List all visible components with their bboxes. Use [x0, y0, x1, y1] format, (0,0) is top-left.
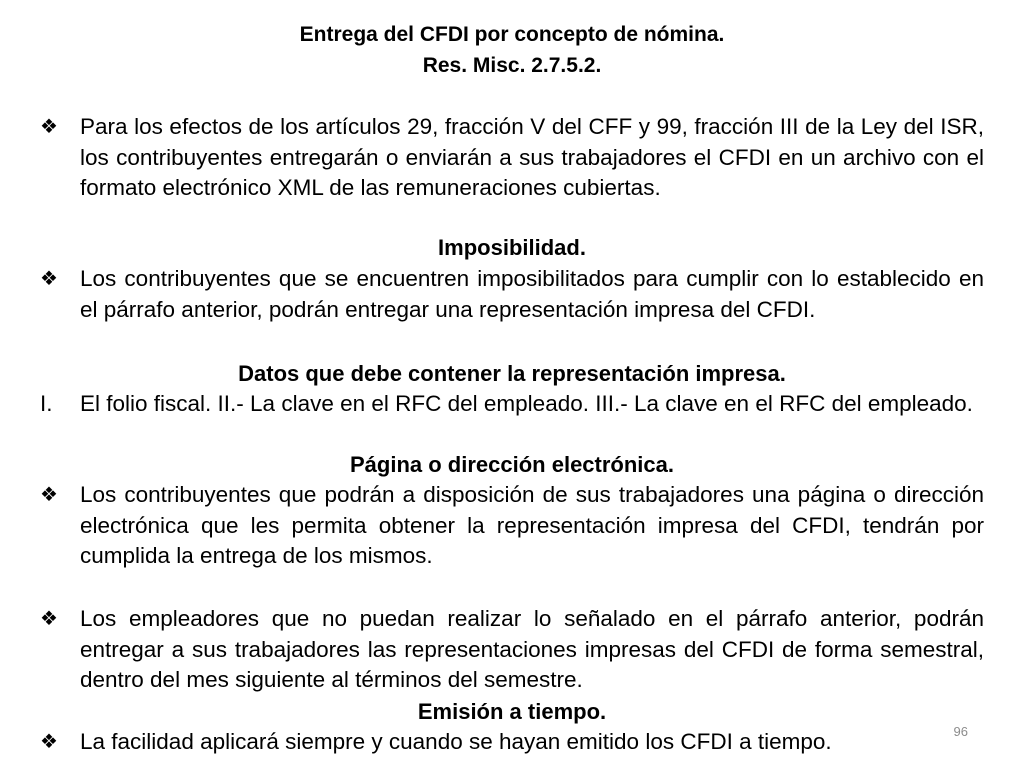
heading-pagina: Página o dirección electrónica. [350, 452, 674, 477]
slide-subtitle: Res. Misc. 2.7.5.2. [422, 54, 602, 77]
bullet-item-5 [40, 727, 984, 758]
bullet-item-3 [40, 480, 984, 572]
bullet-item-1 [40, 112, 984, 204]
paragraph-datos: El folio fiscal. II.- La clave en el RFC del empleado. III.- La clave en el RFC del empleado. [80, 391, 973, 416]
paragraph-2: Los contribuyentes que se encuentren imposibilitados para cumplir con lo establecido en el párrafo anterior, podrán entregar una representación impresa del CFDI. [80, 266, 984, 322]
paragraph-4: Los empleadores que no puedan realizar lo señalado en el párrafo anterior, podrán entregar a sus trabajadores las representaciones impresas del CFDI de forma semestral, dentro del mes siguiente al términos del semestre. [80, 606, 984, 692]
paragraph-5: La facilidad aplicará siempre y cuando se hayan emitido los CFDI a tiempo. [80, 729, 832, 754]
list-number: I. [40, 391, 53, 416]
numbered-item-1 [40, 389, 984, 420]
page-number: 96 [953, 724, 968, 739]
diamond-bullet-icon: ❖ [40, 268, 58, 290]
heading-emision: Emisión a tiempo. [417, 699, 607, 724]
slide-title: Entrega del CFDI por concepto de nómina. [299, 23, 725, 46]
heading-datos: Datos que debe contener la representación impresa. [238, 361, 786, 386]
bullet-item-2 [40, 264, 984, 325]
heading-imposibilidad: Imposibilidad. [438, 235, 586, 260]
paragraph-3: Los contribuyentes que podrán a disposición de sus trabajadores una página o dirección electrónica que les permita obtener la representación impresa del CFDI, tendrán por cumplida la entrega de los mismos. [80, 482, 984, 568]
diamond-bullet-icon: ❖ [40, 484, 58, 506]
paragraph-1: Para los efectos de los artículos 29, fracción V del CFF y 99, fracción III de la Ley del ISR, los contribuyentes entregarán o enviarán a sus trabajadores el CFDI en un archivo con el formato electrónico XML de las remuneraciones cubiertas. [80, 114, 984, 200]
diamond-bullet-icon: ❖ [40, 116, 58, 138]
diamond-bullet-icon: ❖ [40, 731, 58, 753]
bullet-item-4 [40, 604, 984, 696]
diamond-bullet-icon: ❖ [40, 608, 58, 630]
